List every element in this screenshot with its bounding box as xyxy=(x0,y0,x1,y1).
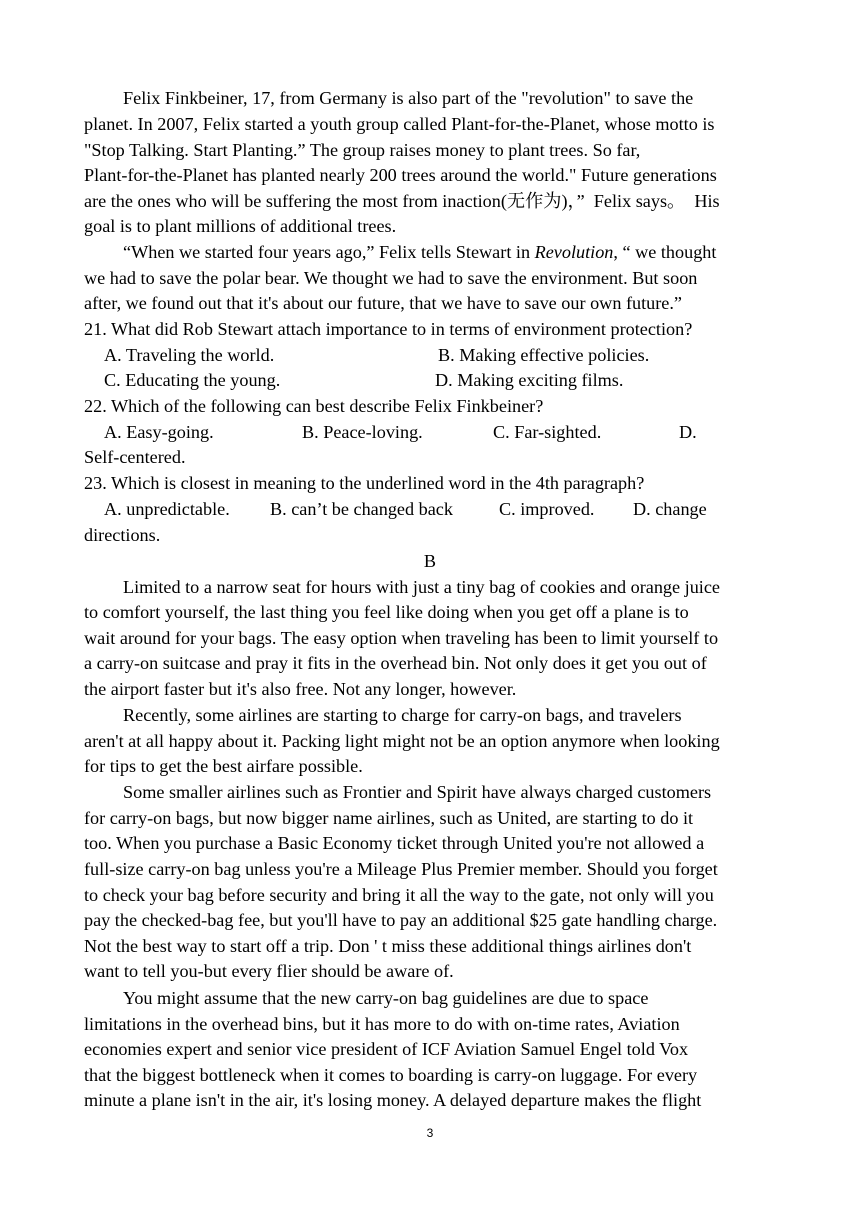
text-line: wait around for your bags. The easy option when traveling has been to limit yourself to xyxy=(84,628,719,648)
text-line: are the ones who will be suffering the most from inaction(无作为)，” Felix says。 His xyxy=(84,191,720,211)
text-line: aren't at all happy about it. Packing light might not be an option anymore when looking xyxy=(84,731,720,751)
option-b: B. can’t be changed back xyxy=(270,499,453,519)
text-line: pay the checked-bag fee, but you'll have to pay an additional $25 gate handling charge. xyxy=(84,910,718,930)
text-line: minute a plane isn't in the air, it's losing money. A delayed departure makes the flight xyxy=(84,1090,702,1110)
text-line: for carry-on bags, but now bigger name airlines, such as United, are starting to do it xyxy=(84,808,694,828)
text-line: want to tell you-but every flier should be aware of. xyxy=(84,961,454,981)
option-c: C. improved. xyxy=(499,499,595,519)
text-line: to comfort yourself, the last thing you feel like doing when you get off a plane is to xyxy=(84,602,689,622)
text-line: Plant-for-the-Planet has planted nearly 200 trees around the world." Future generations xyxy=(84,165,717,185)
section-heading: B xyxy=(423,551,437,571)
text-line: a carry-on suitcase and pray it fits in the overhead bin. Not only does it get you out of xyxy=(84,653,707,673)
text-line: Not the best way to start off a trip. Don ' t miss these additional things airlines don't xyxy=(84,936,692,956)
text-line: for tips to get the best airfare possible. xyxy=(84,756,363,776)
text-line: limitations in the overhead bins, but it has more to do with on-time rates, Aviation xyxy=(84,1014,680,1034)
option-c: C. Educating the young. xyxy=(104,370,281,390)
text-line: You might assume that the new carry-on bag guidelines are due to space xyxy=(123,988,649,1008)
text-segment: “When we started four years ago,” Felix tells Stewart in xyxy=(123,242,535,262)
option-a: A. unpredictable. xyxy=(104,499,230,519)
text-line xyxy=(123,239,716,265)
text-line: after, we found out that it's about our future, that we have to save our own future.” xyxy=(84,293,683,313)
option-d-continued: directions. xyxy=(84,525,161,545)
text-line: full-size carry-on bag unless you're a Mileage Plus Premier member. Should you forget xyxy=(84,859,718,879)
text-line: "Stop Talking. Start Planting.” The group raises money to plant trees. So far, xyxy=(84,140,641,160)
text-line: Felix Finkbeiner, 17, from Germany is also part of the "revolution" to save the xyxy=(123,88,694,108)
text-line: that the biggest bottleneck when it comes to boarding is carry-on luggage. For every xyxy=(84,1065,698,1085)
text-line: Limited to a narrow seat for hours with just a tiny bag of cookies and orange juice xyxy=(123,577,720,597)
text-line: we had to save the polar bear. We thought we had to save the environment. But soon xyxy=(84,268,698,288)
option-b: B. Making effective policies. xyxy=(438,345,650,365)
text-line: economies expert and senior vice president of ICF Aviation Samuel Engel told Vox xyxy=(84,1039,689,1059)
option-a: A. Traveling the world. xyxy=(104,345,275,365)
option-a: A. Easy-going. xyxy=(104,422,214,442)
book-title: Revolution xyxy=(534,242,614,262)
option-b: B. Peace-loving. xyxy=(302,422,423,442)
question-stem: 23. Which is closest in meaning to the underlined word in the 4th paragraph? xyxy=(84,473,645,493)
option-d: D. xyxy=(679,422,697,442)
question-stem: 21. What did Rob Stewart attach importance to in terms of environment protection? xyxy=(84,319,693,339)
question-stem: 22. Which of the following can best describe Felix Finkbeiner? xyxy=(84,396,544,416)
text-line: to check your bag before security and bring it all the way to the gate, not only will you xyxy=(84,885,714,905)
option-d: D. Making exciting films. xyxy=(435,370,624,390)
text-line: goal is to plant millions of additional trees. xyxy=(84,216,397,236)
text-line: too. When you purchase a Basic Economy ticket through United you're not allowed a xyxy=(84,833,705,853)
option-c: C. Far-sighted. xyxy=(493,422,602,442)
text-line: planet. In 2007, Felix started a youth group called Plant-for-the-Planet, whose motto is xyxy=(84,114,715,134)
text-segment: , “ we thought xyxy=(613,242,717,262)
text-line: the airport faster but it's also free. Not any longer, however. xyxy=(84,679,517,699)
text-line: Some smaller airlines such as Frontier and Spirit have always charged customers xyxy=(123,782,712,802)
page-number: 3 xyxy=(426,1126,434,1140)
option-d-continued: Self-centered. xyxy=(84,447,186,467)
text-line: Recently, some airlines are starting to charge for carry-on bags, and travelers xyxy=(123,705,682,725)
option-d: D. change xyxy=(633,499,707,519)
